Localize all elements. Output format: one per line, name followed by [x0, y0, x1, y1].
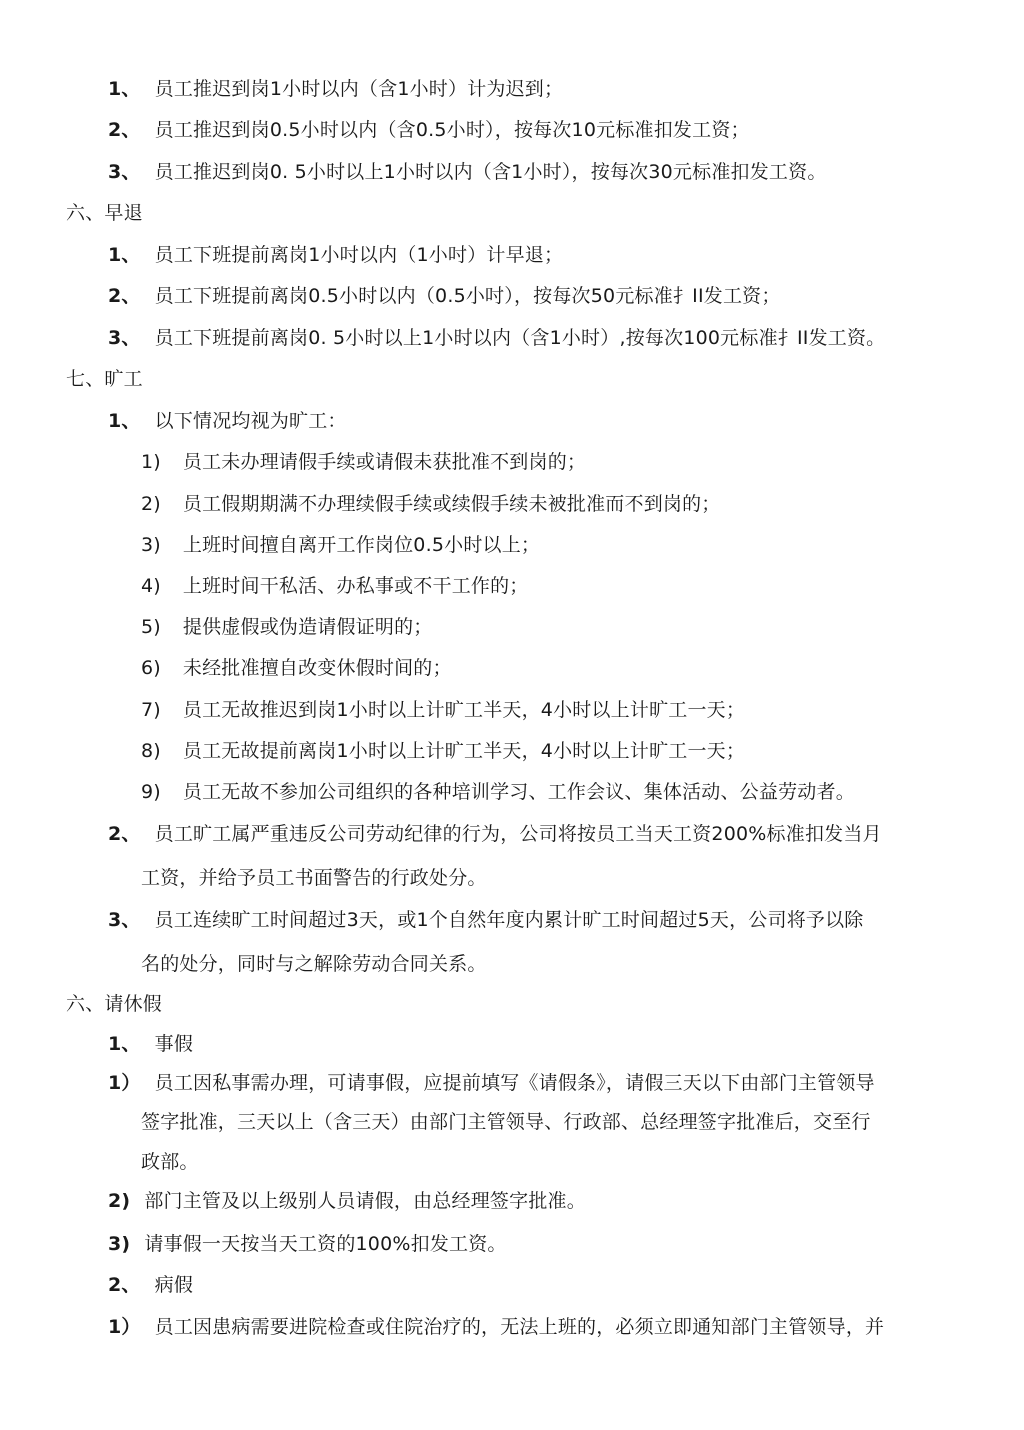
- section-heading: [66, 992, 162, 1016]
- line-continuation: [141, 1110, 871, 1134]
- line-text: 员工推迟到岗0. 5小时以上1小时以内（含1小时），按每次30元标准扣发工资。: [154, 161, 827, 183]
- line-text: 未经批准擅自改变休假时间的；: [182, 657, 452, 679]
- line-text: 员工未办理请假手续或请假未获批准不到岗的；: [182, 451, 587, 473]
- section-number: 七、: [66, 368, 105, 390]
- line-text: 员工无故不参加公司组织的各种培训学习、工作会议、集体活动、公益劳动者。: [182, 781, 855, 803]
- line-text: 员工因患病需要进院检查或住院治疗的，无法上班的，必须立即通知部门主管领导，并: [154, 1316, 885, 1338]
- sub-item: [141, 739, 745, 763]
- line-9: [108, 409, 347, 433]
- sub-item: [141, 698, 745, 722]
- line-5: [108, 243, 563, 267]
- section-heading: [66, 367, 143, 391]
- item-number: 1、: [108, 244, 141, 266]
- line-29: [108, 1232, 507, 1256]
- line-text: 员工无故推迟到岗1小时以上计旷工半天，4小时以上计旷工一天；: [182, 699, 746, 721]
- section-title: 请休假: [104, 993, 163, 1015]
- line-text: 工资，并给予员工书面警告的行政处分。: [141, 867, 487, 889]
- line-continuation: [141, 1150, 199, 1174]
- line-text: 政部。: [141, 1151, 199, 1173]
- item-number: 3、: [108, 909, 141, 931]
- sub-item: [141, 533, 540, 557]
- line-text: 员工因私事需办理，可请事假，应提前填写《请假条》，请假三天以下由部门主管领导: [154, 1072, 875, 1094]
- line-text: 员工连续旷工时间超过3天，或1个自然年度内累计旷工时间超过5天，公司将予以除: [154, 909, 864, 931]
- item-number: 2、: [108, 1274, 141, 1296]
- line-24: [108, 1032, 193, 1056]
- item-number: 2、: [108, 823, 141, 845]
- line-30: [108, 1273, 193, 1297]
- line-text: 请事假一天按当天工资的100%扣发工资。: [144, 1233, 507, 1255]
- line-text: 上班时间擅自离开工作岗位0.5小时以上；: [182, 534, 541, 556]
- line-text: 员工假期期满不办理续假手续或续假手续未被批准而不到岗的；: [182, 493, 721, 515]
- item-number: 1）: [108, 1072, 141, 1094]
- line-text: 病假: [154, 1274, 194, 1296]
- sub-item: [141, 450, 586, 474]
- line-text: 签字批准，三天以上（含三天）由部门主管领导、行政部、总经理签字批准后，交至行: [141, 1111, 871, 1133]
- line-25: [108, 1071, 875, 1095]
- line-2: [108, 118, 750, 142]
- line-3: [108, 160, 827, 184]
- line-text: 员工下班提前离岗1小吋以内（1小吋）计早退；: [154, 244, 564, 266]
- sub-item-number: 8): [141, 740, 161, 762]
- item-number: 3): [108, 1233, 131, 1255]
- section-number: 六、: [66, 202, 105, 224]
- line-31: [108, 1315, 884, 1339]
- sub-item: [141, 780, 855, 804]
- item-number: 2): [108, 1190, 131, 1212]
- sub-item-number: 5): [141, 616, 161, 638]
- line-text: 员工旷工属严重违反公司劳动纪律的行为，公司将按员工当天工资200%标准扣发当月: [154, 823, 882, 845]
- sub-item-number: 7): [141, 699, 161, 721]
- line-19: [108, 822, 882, 846]
- sub-item-number: 2): [141, 493, 161, 515]
- line-text: 事假: [154, 1033, 194, 1055]
- item-number: 3、: [108, 327, 141, 349]
- line-text: 以下情况均视为旷工：: [154, 410, 347, 432]
- sub-item: [141, 656, 452, 680]
- line-text: 员工下班提前离岗0. 5小时以上1小时以内（含1小时）,按每次100元标准扌II发工资。: [154, 327, 886, 349]
- section-heading: [66, 201, 143, 225]
- section-title: 早退: [104, 202, 143, 224]
- section-number: 六、: [66, 993, 105, 1015]
- line-1: [108, 77, 563, 101]
- item-number: 1、: [108, 78, 141, 100]
- item-number: 1、: [108, 410, 141, 432]
- item-number: 2、: [108, 119, 141, 141]
- sub-item-number: 3): [141, 534, 161, 556]
- line-continuation: [141, 952, 487, 976]
- line-21: [108, 908, 864, 932]
- line-28: [108, 1189, 586, 1213]
- sub-item: [141, 492, 721, 516]
- line-continuation: [141, 866, 487, 890]
- line-text: 名的处分，同时与之解除劳动合同关系。: [141, 953, 487, 975]
- sub-item-number: 9): [141, 781, 161, 803]
- line-text: 员工推迟到岗1小时以内（含1小时）计为迟到；: [154, 78, 564, 100]
- item-number: 3、: [108, 161, 141, 183]
- sub-item: [141, 574, 529, 598]
- line-text: 提供虚假或伪造请假证明的；: [182, 616, 433, 638]
- item-number: 1）: [108, 1316, 141, 1338]
- item-number: 2、: [108, 285, 141, 307]
- sub-item-number: 4): [141, 575, 161, 597]
- line-text: 部门主管及以上级别人员请假，由总经理签字批准。: [144, 1190, 586, 1212]
- line-6: [108, 284, 781, 308]
- line-text: 员工推迟到岗0.5小时以内（含0.5小时），按每次10元标准扣发工资；: [154, 119, 750, 141]
- line-text: 员工无故提前离岗1小时以上计旷工半天，4小时以上计旷工一天；: [182, 740, 746, 762]
- sub-item: [141, 615, 433, 639]
- line-text: 上班时间干私活、办私事或不干工作的；: [182, 575, 529, 597]
- line-7: [108, 326, 885, 350]
- sub-item-number: 1): [141, 451, 161, 473]
- section-title: 旷工: [104, 368, 143, 390]
- sub-item-number: 6): [141, 657, 161, 679]
- item-number: 1、: [108, 1033, 141, 1055]
- line-text: 员工下班提前离岗0.5小时以内（0.5小吋），按每次50元标准扌II发工资；: [154, 285, 781, 307]
